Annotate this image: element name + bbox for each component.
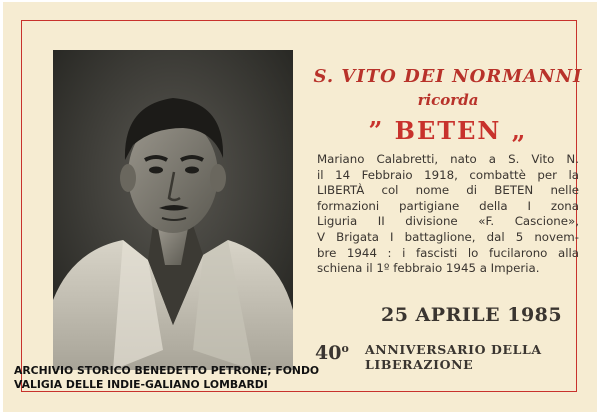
- biography-line: il 14 Febbraio 1918, combattè per la: [317, 167, 579, 182]
- date-line: 25 APRILE 1985: [381, 304, 563, 326]
- credit-line-1: ARCHIVIO STORICO BENEDETTO PETRONE; FONDO: [14, 364, 320, 377]
- biography-line: formazioni partigiane della I zona: [317, 198, 579, 213]
- anniversary-ordinal: o: [341, 342, 349, 355]
- anniversary-line-2: LIBERAZIONE: [365, 357, 474, 372]
- biography-text: [317, 152, 579, 277]
- nickname-heading: ” BETEN „: [368, 116, 528, 145]
- archive-credit-caption: [14, 364, 344, 392]
- anniversary-text: [365, 342, 565, 372]
- town-heading: S. VITO DEI NORMANNI: [313, 66, 583, 87]
- portrait-photo: [53, 50, 293, 370]
- biography-line: schiena il 1º febbraio 1945 a Imperia.: [317, 261, 540, 276]
- credit-line-2: VALIGIA DELLE INDIE-GALIANO LOMBARDI: [14, 378, 268, 391]
- memorial-card: [3, 2, 597, 412]
- biography-line: Liguria II divisione «F. Cascione»,: [317, 214, 579, 229]
- anniversary-number-value: 40: [315, 342, 342, 364]
- biography-line: Mariano Calabretti, nato a S. Vito N.: [317, 152, 579, 166]
- ricorda-heading: ricorda: [417, 91, 479, 109]
- biography-line: LIBERTÀ col nome di BETEN nelle: [317, 183, 579, 198]
- biography-line: bre 1944 : i fascisti lo fucilarono alla: [317, 245, 579, 260]
- anniversary-number: [315, 342, 349, 364]
- anniversary-line-1: ANNIVERSARIO DELLA: [365, 342, 542, 357]
- biography-line: V Brigata I battaglione, dal 5 novem-: [317, 229, 579, 244]
